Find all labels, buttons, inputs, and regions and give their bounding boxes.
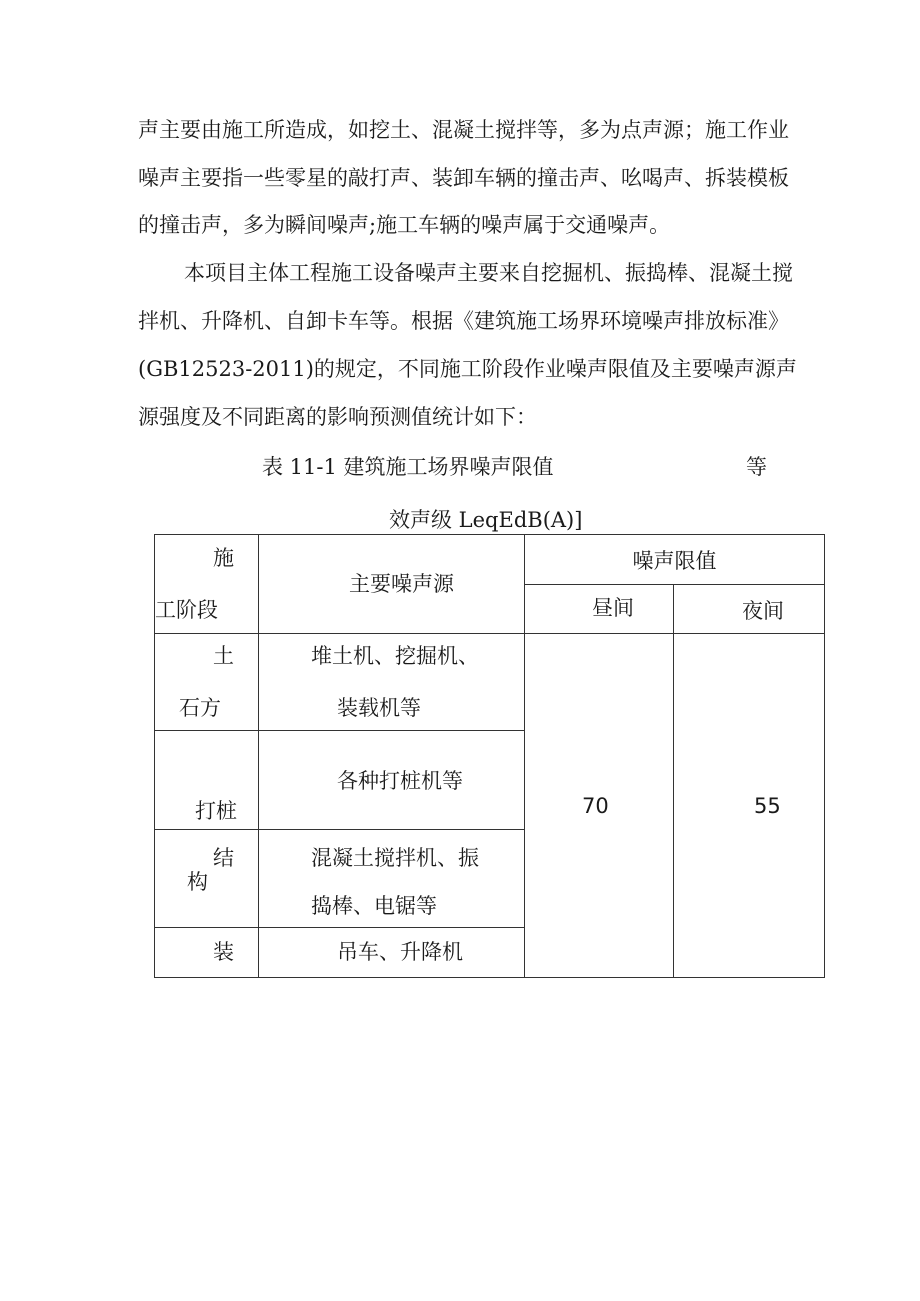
header-source-cell xyxy=(259,535,525,634)
table-caption-line-2: 效声级 LeqEdB(A)] xyxy=(389,508,583,532)
source-line-1: 堆土机、挖掘机、 xyxy=(311,644,479,668)
paragraph-2-line-1: 本项目主体工程施工设备噪声主要来自挖掘机、振捣棒、混凝土搅 xyxy=(184,261,793,285)
source-cell xyxy=(259,928,525,978)
header-limit: 噪声限值 xyxy=(525,535,825,585)
paragraph-2-line-4: 源强度及不同距离的影响预测值统计如下： xyxy=(138,405,537,429)
paragraph-1-line-3: 的撞击声，多为瞬间噪声;施工车辆的噪声属于交通噪声。 xyxy=(138,213,671,237)
paragraph-1-line-1: 声主要由施工所造成，如挖土、混凝土搅拌等，多为点声源；施工作业 xyxy=(138,118,789,142)
source-line-2: 捣棒、电锯等 xyxy=(311,894,437,918)
header-source: 主要噪声源 xyxy=(349,572,454,596)
night-limit-cell xyxy=(674,634,825,978)
header-day: 昼间 xyxy=(592,596,634,620)
stage-top: 土 xyxy=(213,644,234,668)
paragraph-2-line-2: 拌机、升降机、自卸卡车等。根据《建筑施工场界环境噪声排放标准》 xyxy=(138,309,789,333)
stage-top: 结 xyxy=(213,846,234,870)
source-cell xyxy=(259,634,525,731)
stage-cell xyxy=(155,830,259,928)
table-row xyxy=(155,634,825,731)
day-limit-value: 70 xyxy=(582,793,609,818)
night-limit-value: 55 xyxy=(754,793,781,818)
stage-cell xyxy=(155,731,259,830)
source-cell xyxy=(259,731,525,830)
stage-bottom: 石方 xyxy=(179,696,221,720)
header-stage-top: 施 xyxy=(213,546,234,570)
table-header-row xyxy=(155,535,825,585)
source-line-1: 吊车、升降机 xyxy=(337,940,463,964)
source-line-1: 混凝土搅拌机、振 xyxy=(311,846,479,870)
stage-cell xyxy=(155,928,259,978)
source-cell xyxy=(259,830,525,928)
header-night: 夜间 xyxy=(742,599,784,623)
day-limit-cell xyxy=(525,634,674,978)
stage-top: 装 xyxy=(213,940,234,964)
header-day-cell xyxy=(525,585,674,634)
source-line-1: 各种打桩机等 xyxy=(337,769,463,793)
noise-limit-table xyxy=(154,534,825,978)
header-stage-cell xyxy=(155,535,259,634)
table-caption: 表 11-1 建筑施工场界噪声限值 xyxy=(262,455,554,479)
stage-bottom: 打桩 xyxy=(195,799,237,823)
header-stage-bottom: 工阶段 xyxy=(155,598,218,622)
table-caption-tail: 等 xyxy=(746,455,767,479)
header-night-cell xyxy=(674,585,825,634)
stage-bottom: 构 xyxy=(187,870,208,894)
paragraph-1-line-2: 噪声主要指一些零星的敲打声、装卸车辆的撞击声、吆喝声、拆装模板 xyxy=(138,166,789,190)
paragraph-2-line-3: (GB12523-2011)的规定，不同施工阶段作业噪声限值及主要噪声源声 xyxy=(138,357,797,381)
stage-cell xyxy=(155,634,259,731)
source-line-2: 装载机等 xyxy=(337,696,421,720)
